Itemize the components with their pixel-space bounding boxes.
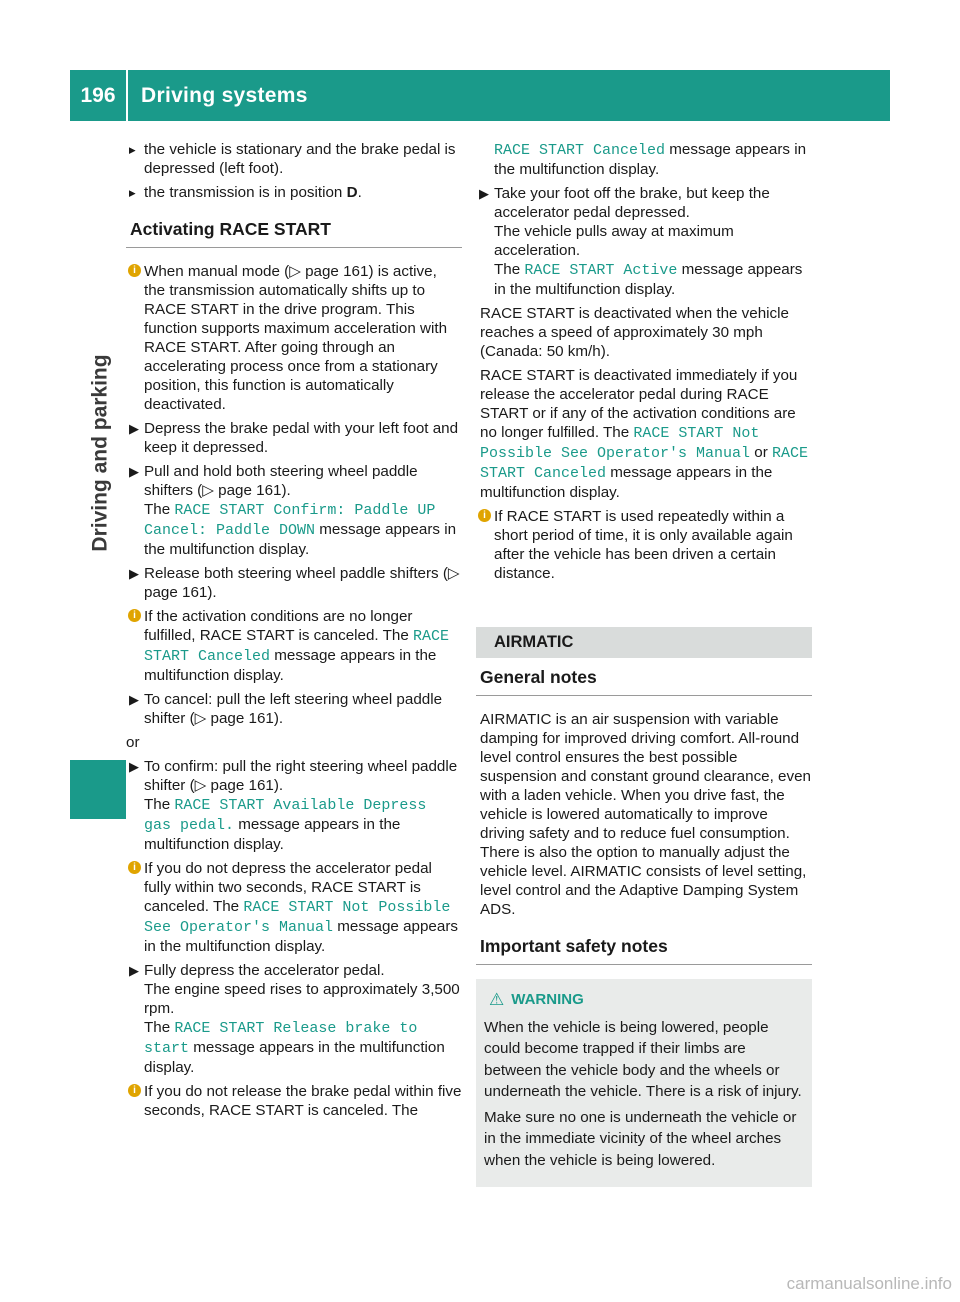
info-note: i If you do not depress the accelerator pedal fully within two seconds, RACE START is canceled. The RACE START Not Possible See Operator's Manual message appears in the multifunction display. bbox=[126, 859, 462, 956]
warning-triangle-icon: ⚠ bbox=[489, 990, 505, 1009]
condition-bullet: ▸ ▸ the transmission is in position D. bbox=[126, 183, 462, 202]
info-note: i If the activation conditions are no longer fulfilled, RACE START is canceled. The RACE START Canceled message appears in the multifunction display. bbox=[126, 607, 462, 685]
condition-bullet: ▸ ▸ the vehicle is stationary and the brake pedal is depressed (left foot). bbox=[126, 140, 462, 178]
page-number: 196 bbox=[80, 83, 116, 107]
step: ▶ To cancel: pull the left steering wheel paddle shifter (▷ page 161). bbox=[129, 691, 443, 727]
right-column bbox=[476, 140, 812, 1187]
side-tab bbox=[70, 760, 126, 819]
warning-text: Make sure no one is underneath the vehicle or in the immediate vicinity of the wheel arches when the vehicle is being lowered. bbox=[484, 1108, 797, 1169]
side-label: Driving and parking bbox=[89, 353, 113, 552]
step: ▶ Release both steering wheel paddle shifters (▷ page 161). bbox=[129, 565, 460, 601]
step: ▶ Fully depress the accelerator pedal. The engine speed rises to approximately 3,500 rpm. The RACE START Release brake to start message appears in the multifunction display. bbox=[129, 962, 460, 1076]
paragraph: RACE START is deactivated when the vehicle reaches a speed of approximately 30 mph (Canada: 50 km/h). bbox=[480, 305, 789, 360]
info-icon: i bbox=[128, 264, 141, 277]
heading-general-notes: General notes bbox=[476, 668, 812, 696]
paragraph: AIRMATIC is an air suspension with variable damping for improved driving comfort. All-round level control ensures the best possible suspension and constant ground clearance, even with a laden vehicle. When you drive fast, the vehicle is lowered automatically to improve driving safety and to reduce fuel consumption. There is also the option to manually adjust the vehicle level. AIRMATIC consists of level setting, level control and the Adaptive Damping System ADS. bbox=[480, 711, 811, 918]
info-note-continued: RACE START Canceled message appears in the multifunction display. bbox=[494, 141, 807, 178]
or-text: or bbox=[126, 734, 140, 751]
info-icon: i bbox=[128, 609, 141, 622]
heading-safety-notes: Important safety notes bbox=[476, 937, 812, 965]
info-note: i When manual mode (▷ page 161) is active, the transmission automatically shifts up to RACE START in the drive program. This function supports maximum acceleration with RACE START. After going through an accelerating process once from a stationary position, this function is automatically deactivated. bbox=[126, 262, 462, 414]
step: ▶ Depress the brake pedal with your left foot and keep it depressed. bbox=[129, 420, 459, 456]
info-icon: i bbox=[128, 1084, 141, 1097]
step: ▶ To confirm: pull the right steering wheel paddle shifter (▷ page 161). The RACE START Available Depress gas pedal. message appears in the multifunction display. bbox=[129, 758, 458, 853]
step: ▶ Pull and hold both steering wheel paddle shifters (▷ page 161). The RACE START Confirm: Paddle UP Cancel: Paddle DOWN message appears in the multifunction display. bbox=[129, 463, 457, 558]
section-title: Driving systems bbox=[141, 83, 308, 107]
left-column bbox=[126, 140, 462, 1125]
header-divider bbox=[126, 70, 128, 121]
section-box-airmatic: AIRMATIC bbox=[476, 627, 812, 658]
heading-activating: Activating RACE START bbox=[126, 220, 462, 248]
warning-header: ⚠ WARNING bbox=[489, 990, 584, 1009]
paragraph: RACE START is deactivated immediately if you release the accelerator pedal during RACE START or if any of the activation conditions are no longer fulfilled. The RACE START Not Possible See Operator's Manual or RACE START Canceled message appears in the multifunction display. bbox=[480, 367, 809, 501]
warning-text: When the vehicle is being lowered, people could become trapped if their limbs are between the vehicle body and the wheels or underneath the vehicle. There is a risk of injury. bbox=[484, 1018, 802, 1100]
watermark: carmanualsonline.info bbox=[786, 1274, 952, 1293]
step: ▶ Take your foot off the brake, but keep the accelerator pedal depressed. The vehicle pulls away at maximum acceleration. The RACE START Active message appears in the multifunction display. bbox=[479, 185, 803, 298]
info-note: i If RACE START is used repeatedly within a short period of time, it is only available again after the vehicle has been driven a certain distance. bbox=[476, 507, 812, 583]
info-note: i If you do not release the brake pedal within five seconds, RACE START is canceled. The bbox=[126, 1082, 462, 1120]
warning-box bbox=[476, 979, 812, 1187]
info-icon: i bbox=[478, 509, 491, 522]
info-icon: i bbox=[128, 861, 141, 874]
